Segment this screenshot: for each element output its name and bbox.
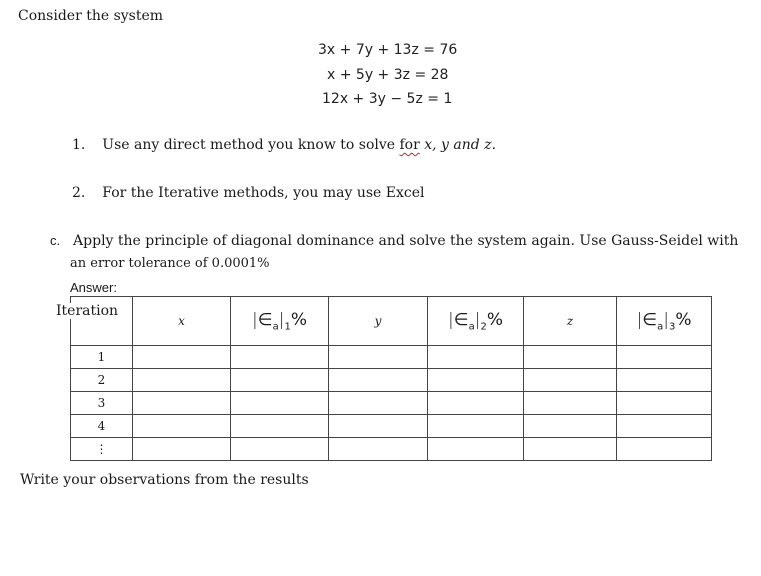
table-row xyxy=(71,438,712,461)
row-iteration-label: ⋮ xyxy=(71,438,133,461)
item-2-number: 2. xyxy=(72,185,86,201)
table-row xyxy=(71,392,712,415)
cell[interactable] xyxy=(231,415,329,438)
table-row xyxy=(71,369,712,392)
cell[interactable] xyxy=(617,415,712,438)
item-1 xyxy=(72,137,496,153)
equation-1: 3x + 7y + 13z = 76 xyxy=(318,42,458,58)
cell[interactable] xyxy=(133,392,231,415)
item-1-text: Use any direct method you know to solve xyxy=(102,137,400,153)
cell[interactable] xyxy=(231,346,329,369)
header-x: x xyxy=(133,297,231,346)
cell[interactable] xyxy=(524,369,617,392)
cell[interactable] xyxy=(617,392,712,415)
cell[interactable] xyxy=(524,392,617,415)
cell[interactable] xyxy=(133,438,231,461)
cell[interactable] xyxy=(428,369,524,392)
cell[interactable] xyxy=(617,346,712,369)
iteration-header: Iteration xyxy=(56,303,119,319)
cell[interactable] xyxy=(428,415,524,438)
row-iteration-label: 4 xyxy=(71,415,133,438)
cell[interactable] xyxy=(329,369,428,392)
row-iteration-label: 3 xyxy=(71,392,133,415)
item-c-line1: Apply the principle of diagonal dominance and solve the system again. Use Gauss-Seidel with xyxy=(73,233,739,249)
cell[interactable] xyxy=(231,392,329,415)
cell[interactable] xyxy=(133,369,231,392)
item-1-text-for: for xyxy=(399,137,420,153)
item-2-text: For the Iterative methods, you may use Excel xyxy=(102,185,425,201)
table-row xyxy=(71,415,712,438)
answer-label: Answer: xyxy=(70,280,117,295)
header-error-3: $|\in_a|_3\%$ xyxy=(617,297,712,346)
table-header-row xyxy=(71,297,712,346)
item-c-label: c. xyxy=(50,233,61,248)
item-1-number: 1. xyxy=(72,137,86,153)
cell[interactable] xyxy=(133,415,231,438)
cell[interactable] xyxy=(428,392,524,415)
cell[interactable] xyxy=(329,346,428,369)
cell[interactable] xyxy=(428,346,524,369)
cell[interactable] xyxy=(133,346,231,369)
header-error-2: $|\in_a|_2\%$ xyxy=(428,297,524,346)
item-2 xyxy=(72,185,425,201)
equation-3: 12x + 3y − 5z = 1 xyxy=(322,91,453,107)
item-c xyxy=(50,233,738,249)
header-z: z xyxy=(524,297,617,346)
cell[interactable] xyxy=(231,438,329,461)
header-error-1: $|\in_a|_1\%$ xyxy=(231,297,329,346)
cell[interactable] xyxy=(524,346,617,369)
footer-text: Write your observations from the results xyxy=(20,472,309,488)
cell[interactable] xyxy=(428,438,524,461)
cell[interactable] xyxy=(329,392,428,415)
cell[interactable] xyxy=(617,438,712,461)
intro-text: Consider the system xyxy=(18,8,164,24)
header-y: y xyxy=(329,297,428,346)
row-iteration-label: 2 xyxy=(71,369,133,392)
cell[interactable] xyxy=(329,415,428,438)
cell[interactable] xyxy=(617,369,712,392)
cell[interactable] xyxy=(329,438,428,461)
cell[interactable] xyxy=(231,369,329,392)
item-1-math: x, y and z. xyxy=(419,137,497,153)
results-table xyxy=(70,296,712,461)
item-c-line2: an error tolerance of 0.0001% xyxy=(70,256,270,271)
table-row xyxy=(71,346,712,369)
cell[interactable] xyxy=(524,415,617,438)
cell[interactable] xyxy=(524,438,617,461)
equation-2: x + 5y + 3z = 28 xyxy=(327,67,449,83)
row-iteration-label: 1 xyxy=(71,346,133,369)
